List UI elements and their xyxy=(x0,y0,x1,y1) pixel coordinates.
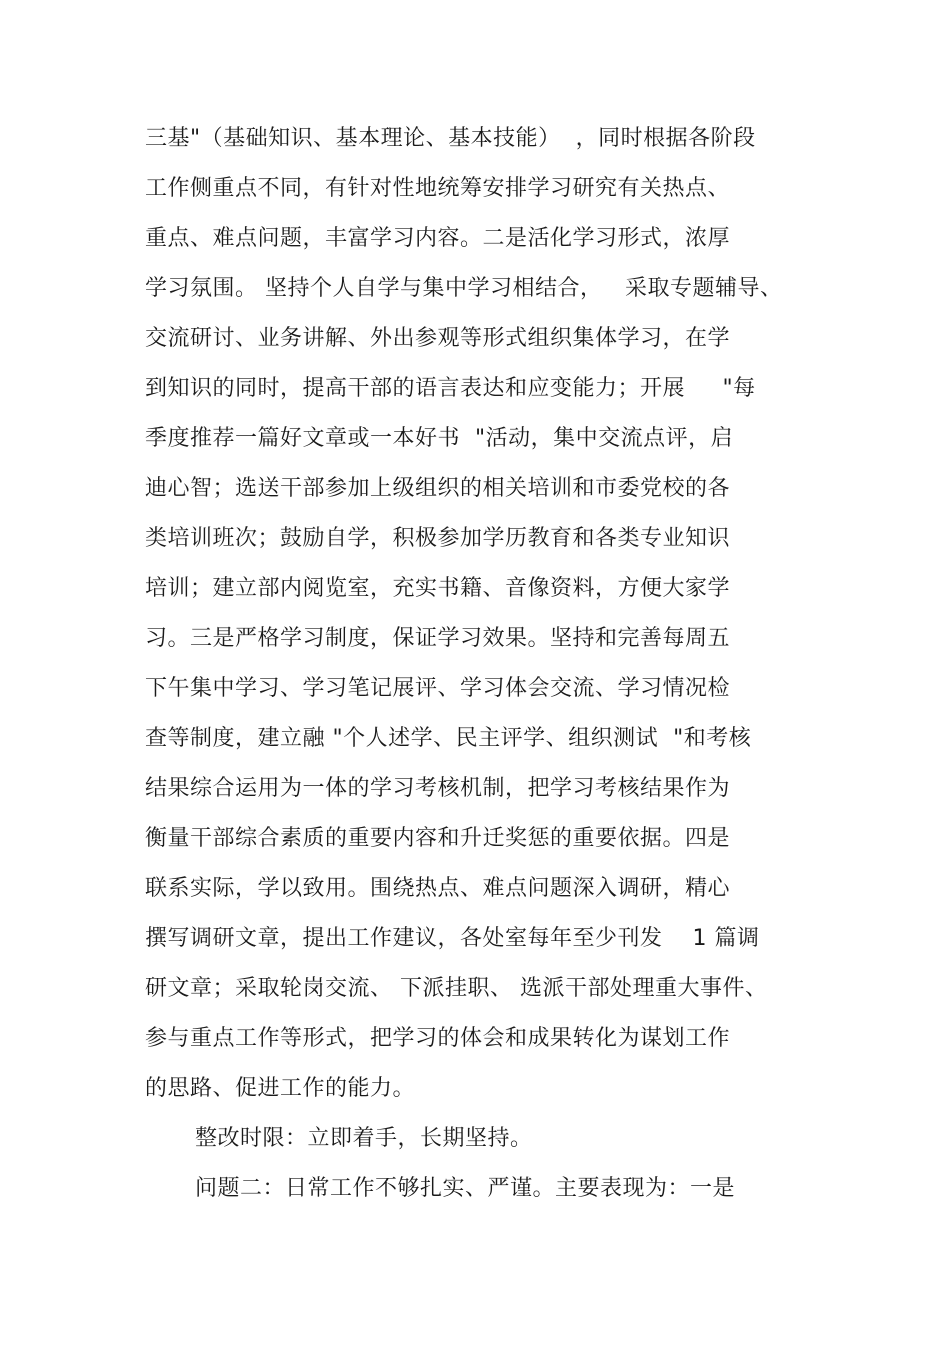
paragraph-line: 结果综合运用为一体的学习考核机制，把学习考核结果作为 xyxy=(145,776,731,801)
paragraph-line: 衡量干部综合素质的重要内容和升迁奖惩的重要依据。四是 xyxy=(145,826,731,851)
paragraph-line: 培训；建立部内阅览室，充实书籍、音像资料，方便大家学 xyxy=(145,576,731,601)
paragraph-line: 撰写调研文章，提出工作建议，各处室每年至少刊发 1 篇调 xyxy=(145,926,760,951)
paragraph-line: 到知识的同时，提高干部的语言表达和应变能力；开展 "每 xyxy=(145,376,756,401)
paragraph-line: 查等制度，建立融 "个人述学、民主评学、组织测试 "和考核 xyxy=(145,726,752,751)
paragraph-line: 交流研讨、业务讲解、外出参观等形式组织集体学习，在学 xyxy=(145,326,731,351)
rectification-deadline: 整改时限：立即着手，长期坚持。 xyxy=(195,1126,533,1151)
paragraph-line: 联系实际，学以致用。围绕热点、难点问题深入调研，精心 xyxy=(145,876,731,901)
paragraph-line: 习。三是严格学习制度，保证学习效果。坚持和完善每周五 xyxy=(145,626,731,651)
problem-two-heading: 问题二：日常工作不够扎实、严谨。主要表现为：一是 xyxy=(195,1176,736,1201)
paragraph-line: 迪心智；选送干部参加上级组织的相关培训和市委党校的各 xyxy=(145,476,731,501)
paragraph-line: 类培训班次；鼓励自学，积极参加学历教育和各类专业知识 xyxy=(145,526,731,551)
paragraph-line: 学习氛围。 坚持个人自学与集中学习相结合， 采取专题辅导、 xyxy=(145,276,783,301)
paragraph-line: 的思路、促进工作的能力。 xyxy=(145,1076,416,1101)
paragraph-line: 工作侧重点不同，有针对性地统筹安排学习研究有关热点、 xyxy=(145,176,731,201)
paragraph-line: 下午集中学习、学习笔记展评、学习体会交流、学习情况检 xyxy=(145,676,731,701)
paragraph-line: 季度推荐一篇好文章或一本好书 "活动，集中交流点评，启 xyxy=(145,426,734,451)
paragraph-line: 三基"（基础知识、基本理论、基本技能） ，同时根据各阶段 xyxy=(145,126,756,151)
paragraph-line: 研文章；采取轮岗交流、 下派挂职、 选派干部处理重大事件、 xyxy=(145,976,768,1001)
paragraph-line: 参与重点工作等形式，把学习的体会和成果转化为谋划工作 xyxy=(145,1026,731,1051)
paragraph-line: 重点、难点问题，丰富学习内容。二是活化学习形式，浓厚 xyxy=(145,226,731,251)
